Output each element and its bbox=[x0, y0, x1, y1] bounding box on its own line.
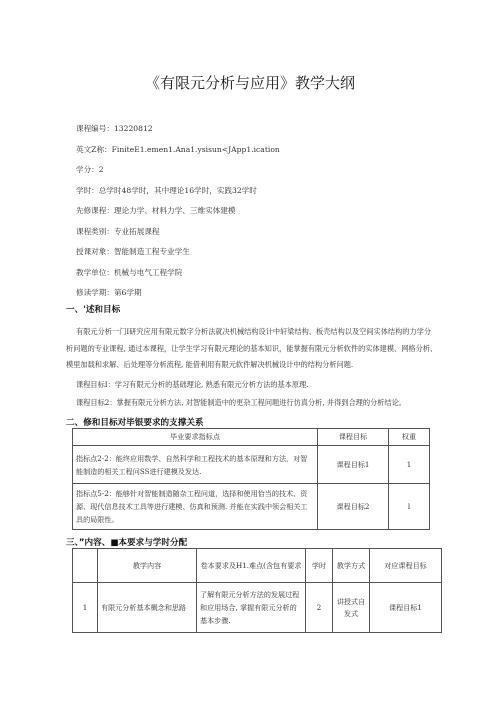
header-course-goal: 对应课程目标 bbox=[370, 549, 442, 583]
section-2-heading: 二、修和目标对毕银要求的支撑关系 bbox=[66, 418, 204, 428]
table-row bbox=[73, 583, 442, 633]
weight-cell: l bbox=[389, 484, 430, 530]
semester: 修读学期：第6学期 bbox=[76, 288, 142, 297]
hours-cell: 2 bbox=[306, 583, 333, 633]
table-header-row bbox=[73, 429, 430, 446]
course-goal-2: 课程目标2：掌握有限元分析方法, 对智能制造中的更杂工程问题进行仿真分析, 并得到合理的分析结论。 bbox=[76, 398, 406, 407]
row-index: 1 bbox=[73, 583, 98, 633]
header-hours: 学时 bbox=[306, 549, 333, 583]
section-1-heading: 一、'述和目标 bbox=[66, 305, 121, 315]
section-3-heading: 三、”内容、■本要求与学时分配 bbox=[66, 538, 188, 548]
method-cell: 讲授式自发式 bbox=[333, 583, 370, 633]
english-name: 英文Z称：FiniteE1.emen1.Ana1.ysisun<JApp1.ication bbox=[76, 144, 280, 154]
requirement-cell: 了解有限元分析方法的发展过程和应用场合, 掌握有限元分析的基本步骤. bbox=[197, 583, 306, 633]
hours: 学时：总学时48学时，其中理论16学时，实践32学时 bbox=[76, 185, 257, 195]
course-type: 课程类别：专业拓展课程 bbox=[76, 226, 160, 236]
course-code: 课程编号：13220812 bbox=[76, 124, 153, 133]
support-table bbox=[72, 428, 430, 530]
document-title: 《有限元分析与应用》教学大纲 bbox=[144, 74, 355, 92]
audience: 授课对象：智能制造工程专业学生 bbox=[76, 247, 190, 256]
goal-cell: 课程目标1 bbox=[370, 583, 442, 633]
goal-cell: 课程目标2 bbox=[318, 484, 389, 530]
table-row bbox=[73, 446, 430, 484]
header-content: 教学内容 bbox=[98, 549, 197, 583]
section-1-paragraph: 有限元分析一门I研究应用有限元数字分析法就决机械结构设计中轩梁结构、板壳结构以及空间实体结构的力学分析问题的专业课程, 通过本课程，让学生学习有限元理论的基本知识，能掌握有限元分析软件的实体建模、网格分析、模里加载和求解、后处理等分析流程, 能借利用有限元软件解决机械设计中的结构分析问题. bbox=[66, 327, 438, 369]
goal-cell: 课程目标1 bbox=[318, 446, 389, 484]
header-requirement: 卷本要求及H1.难点(含包有要求 bbox=[197, 549, 306, 583]
content-table bbox=[72, 548, 442, 633]
weight-cell: 1 bbox=[389, 446, 430, 484]
header-method: 教学方式 bbox=[333, 549, 370, 583]
header-requirement: 毕业要求指标点 bbox=[73, 429, 318, 446]
table-row bbox=[73, 484, 430, 530]
department: 教学单位：机械与电气工程学院 bbox=[76, 267, 183, 277]
requirement-cell: 指标点2-2：能终应用数学、自然科学和工程技术的基本原理和方法，对智能制造的相关工程问SS进行建模及发达. bbox=[73, 446, 318, 484]
credits: 学分：2 bbox=[76, 165, 104, 174]
header-goal: 课程目标 bbox=[318, 429, 389, 446]
course-info bbox=[76, 119, 280, 304]
prerequisites: 先修课程：理论力学、材料力学、三维实体建模 bbox=[76, 206, 236, 215]
content-cell: 有限元分析基本概念和思路 bbox=[98, 583, 197, 633]
requirement-cell: 指标点5-2：能够针对智能制造随杂工程问道，选择和使用恰当的技术、资源、现代信息技术工具等进行建模、仿真和预测. 并能在实践中领会相关工具的局限性。 bbox=[73, 484, 318, 530]
table-header-row bbox=[73, 549, 442, 583]
header-weight: 权重 bbox=[389, 429, 430, 446]
course-goal-1: 课程目标I：学习有限元分析的基础理论, 熟悉有限元分析方法的基本原理. bbox=[76, 380, 309, 389]
header-index bbox=[73, 549, 98, 583]
